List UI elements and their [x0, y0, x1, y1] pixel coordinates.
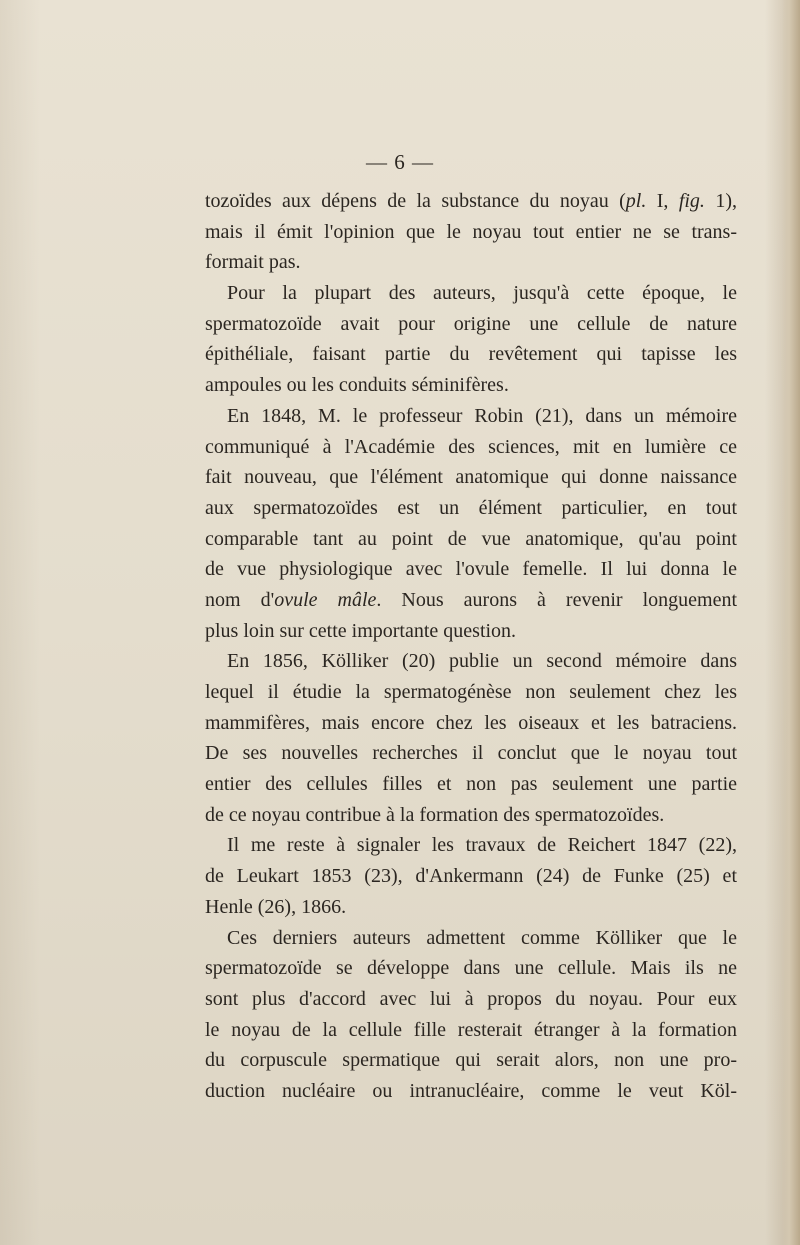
text-line: Ces derniers auteurs admettent comme Kölliker que le — [227, 926, 737, 949]
text-line: de Leukart 1853 (23), d'Ankermann (24) de Funke (25) et — [205, 865, 737, 888]
text-line: Pour la plupart des auteurs, jusqu'à cette époque, le — [227, 282, 737, 305]
text-line: De ses nouvelles recherches il conclut que le noyau tout — [205, 742, 737, 765]
text-line: de ce noyau contribue à la formation des spermatozoïdes. — [205, 803, 665, 826]
text-line: lequel il étudie la spermatogénèse non seulement chez les — [205, 681, 737, 703]
page-edge-shadow — [782, 0, 800, 1245]
text-line: entier des cellules filles et non pas seulement une partie — [205, 773, 737, 796]
page-number: — 6 — — [366, 150, 434, 174]
text-line: épithéliale, faisant partie du revêtement qui tapisse les — [205, 343, 737, 366]
text-line: tozoïdes aux dépens de la substance du noyau (pl. I, fig. 1), — [205, 190, 737, 212]
text-line: nom d'ovule mâle. Nous aurons à revenir longuement — [205, 588, 737, 611]
text-line: spermatozoïde se développe dans une cellule. Mais ils ne — [205, 957, 737, 980]
text-line: spermatozoïde avait pour origine une cellule de nature — [205, 312, 737, 335]
text-line: ampoules ou les conduits séminifères. — [205, 374, 509, 397]
text-line: Il me reste à signaler les travaux de Reichert 1847 (22), — [227, 834, 737, 857]
text-line: le noyau de la cellule fille resterait étranger à la formation — [205, 1018, 737, 1041]
text-line: Henle (26), 1866. — [205, 895, 347, 918]
text-line: duction nucléaire ou intranucléaire, comme le veut Köl- — [205, 1079, 737, 1102]
text-line: mais il émit l'opinion que le noyau tout entier ne se trans- — [205, 220, 737, 243]
text-line: aux spermatozoïdes est un élément particulier, en tout — [205, 496, 737, 519]
text-line: comparable tant au point de vue anatomique, qu'au point — [205, 527, 737, 550]
text-line: de vue physiologique avec l'ovule femelle. Il lui donna le — [205, 558, 737, 581]
text-line: mammifères, mais encore chez les oiseaux et les batraciens. — [205, 711, 737, 734]
text-line: plus loin sur cette importante question. — [205, 619, 517, 642]
text-line: sont plus d'accord avec lui à propos du noyau. Pour eux — [205, 987, 737, 1010]
text-line: formait pas. — [205, 251, 301, 274]
text-line: fait nouveau, que l'élément anatomique qui donne naissance — [205, 466, 737, 489]
text-line: En 1856, Kölliker (20) publie un second mémoire dans — [227, 650, 737, 673]
text-line: du corpuscule spermatique qui serait alors, non une pro- — [205, 1049, 737, 1072]
text-line: communiqué à l'Académie des sciences, mit en lumière ce — [205, 435, 737, 458]
body-text — [205, 186, 737, 1107]
text-line: En 1848, M. le professeur Robin (21), dans un mémoire — [227, 404, 737, 427]
